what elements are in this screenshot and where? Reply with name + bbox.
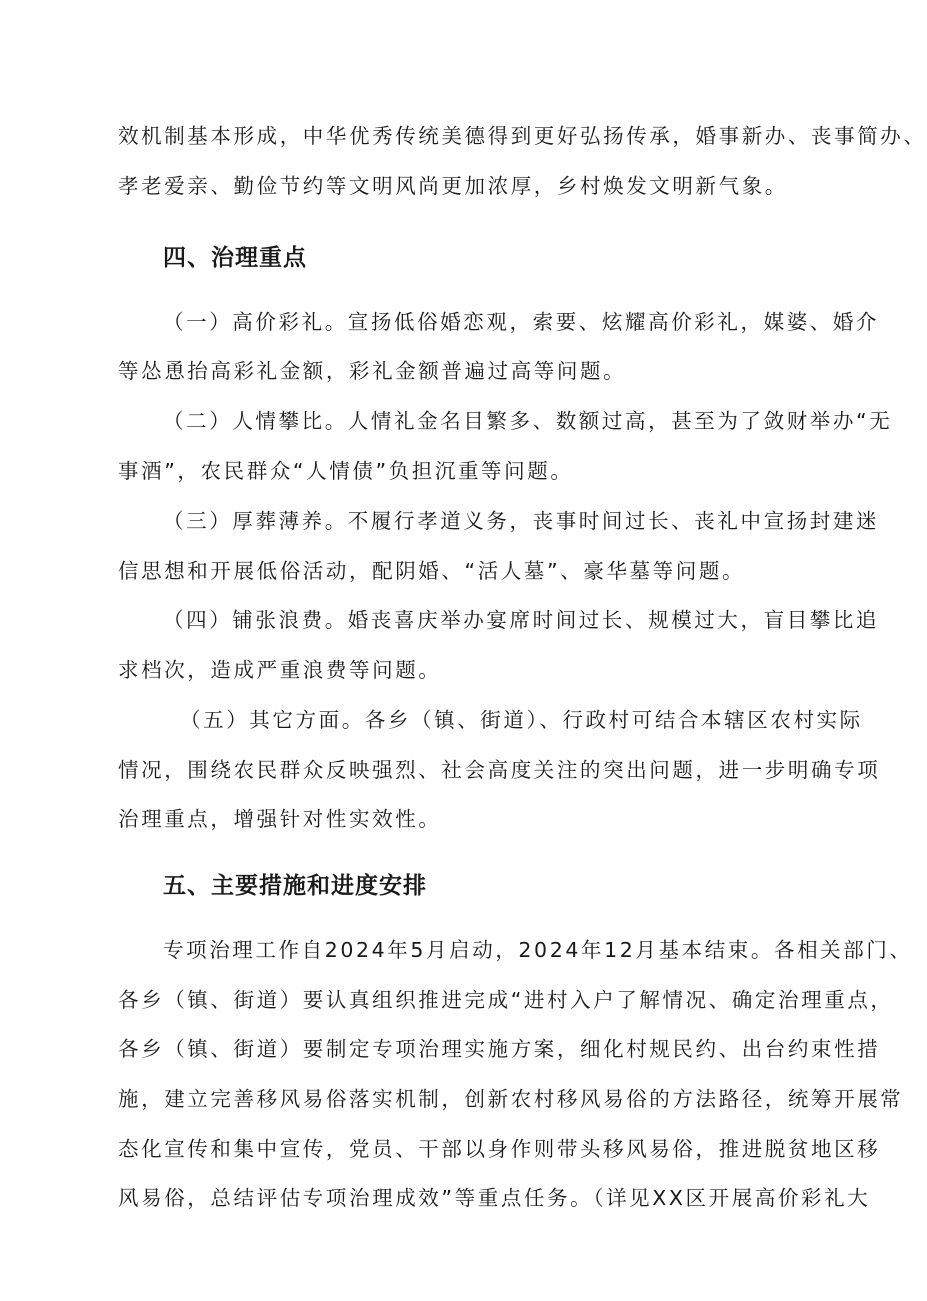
item-4-line-1: （四）铺张浪费。婚丧喜庆举办宴席时间过长、规模过大，盲目攀比追 xyxy=(163,608,880,632)
section-5-line-1: 专项治理工作自2024年5月启动，2024年12月基本结束。各相关部门、 xyxy=(163,938,913,962)
item-1-line-2: 等怂恿抬高彩礼金额，彩礼金额普遍过高等问题。 xyxy=(118,359,627,383)
section-5-line-2: 各乡（镇、街道）要认真组织推进完成“进村入户了解情况、确定治理重点， xyxy=(118,988,894,1012)
section-5-line-5: 态化宣传和集中宣传，党员、干部以身作则带头移风易俗，推进脱贫地区移 xyxy=(118,1137,881,1161)
item-1-line-1: （一）高价彩礼。宣扬低俗婚恋观，索要、炫耀高价彩礼，媒婆、婚介 xyxy=(163,310,880,334)
item-5-line-1: （五）其它方面。各乡（镇、街道）、行政村可结合本辖区农村实际 xyxy=(180,708,863,732)
section-5-line-3: 各乡（镇、街道）要制定专项治理实施方案，细化村规民约、出台约束性措 xyxy=(118,1037,881,1061)
section-4-heading: 四、治理重点 xyxy=(163,245,307,271)
intro-line-2: 孝老爱亲、勤俭节约等文明风尚更加浓厚，乡村焕发文明新气象。 xyxy=(118,174,788,198)
section-5-heading: 五、主要措施和进度安排 xyxy=(163,873,427,899)
item-2-line-1: （二）人情攀比。人情礼金名目繁多、数额过高，甚至为了敛财举办“无 xyxy=(163,409,893,433)
item-4-line-2: 求档次，造成严重浪费等问题。 xyxy=(118,658,442,682)
item-3-line-2: 信思想和开展低俗活动，配阴婚、“活人墓”、豪华墓等问题。 xyxy=(118,559,746,583)
item-5-line-3: 治理重点，增强针对性实效性。 xyxy=(118,807,442,831)
item-2-line-2: 事酒”，农民群众“人情债”负担沉重等问题。 xyxy=(118,459,574,483)
section-5-line-6: 风易俗，总结评估专项治理成效”等重点任务。（详见XX区开展高价彩礼大 xyxy=(118,1186,871,1210)
item-3-line-1: （三）厚葬薄养。不履行孝道义务，丧事时间过长、丧礼中宣扬封建迷 xyxy=(163,509,880,533)
section-5-line-4: 施，建立完善移风易俗落实机制，创新农村移风易俗的方法路径，统筹开展常 xyxy=(118,1087,904,1111)
item-5-line-2: 情况，围绕农民群众反映强烈、社会高度关注的突出问题，进一步明确专项 xyxy=(118,758,881,782)
intro-line-1: 效机制基本形成，中华优秀传统美德得到更好弘扬传承，婚事新办、丧事简办、 xyxy=(118,124,927,148)
